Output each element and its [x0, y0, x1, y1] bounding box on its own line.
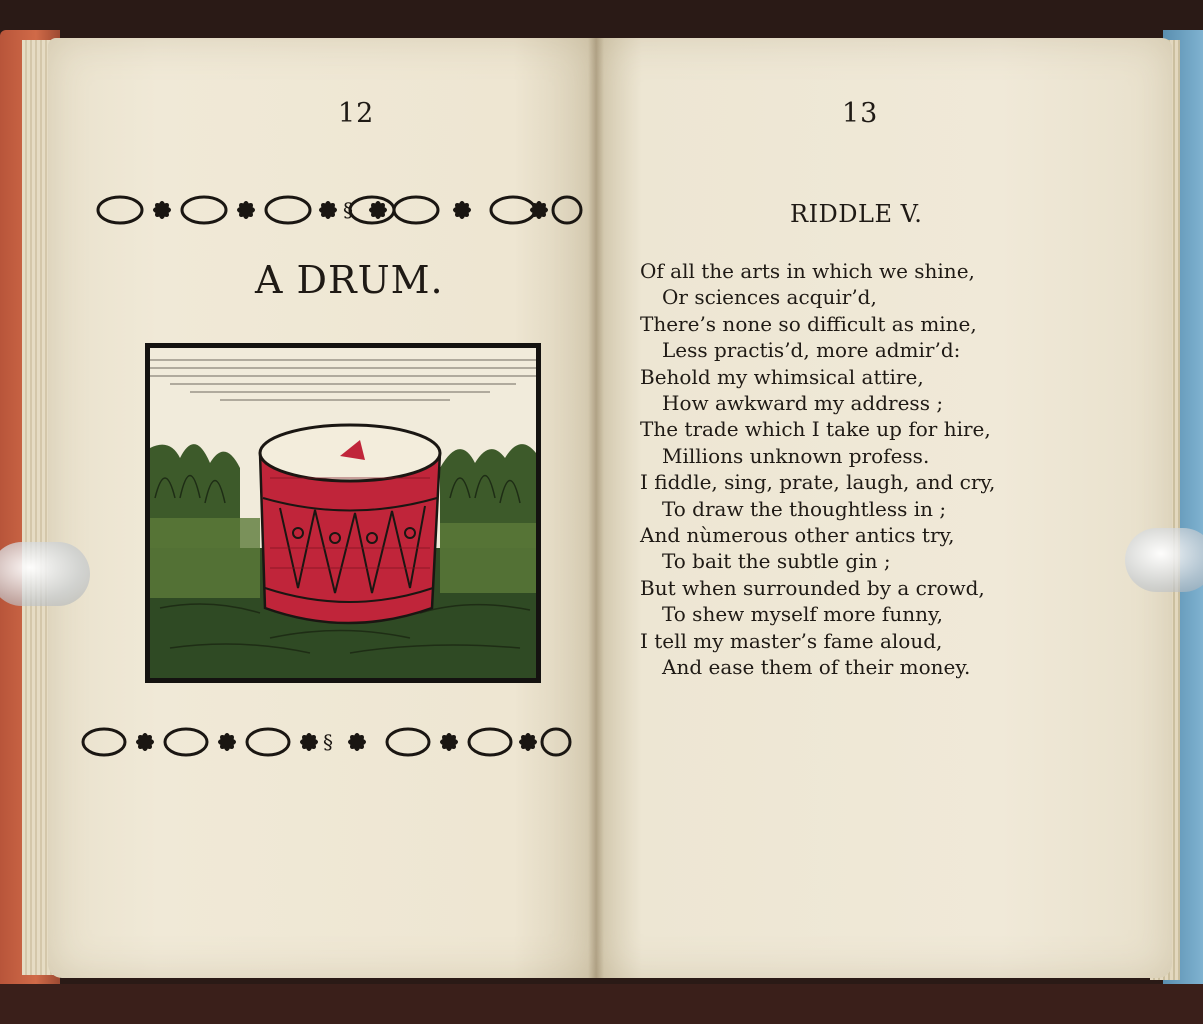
poem-line: And nùmerous other antics try, [640, 523, 955, 548]
poem-line: Of all the arts in which we shine, [640, 259, 975, 283]
top-ornament-border [92, 190, 586, 230]
riddle-poem [640, 258, 1060, 681]
poem-line: And ease them of their money. [662, 655, 971, 680]
drum-woodcut [150, 348, 536, 678]
poem-line: The trade which I take up for hire, [640, 417, 991, 442]
bottom-ornament-border [78, 722, 578, 762]
poem-line: There’s none so difficult as mine, [640, 311, 977, 336]
left-page-number: 12 [338, 98, 375, 129]
poem-line: To bait the subtle gin ; [662, 549, 891, 574]
poem-line: But when surrounded by a crowd, [640, 575, 985, 600]
poem-line: Or sciences acquir’d, [662, 285, 877, 310]
poem-line: Less practis’d, more admir’d: [662, 338, 961, 363]
drum-title: A DRUM. [255, 258, 444, 302]
svg-text:§: § [343, 198, 353, 222]
page-clip-right [1125, 528, 1203, 592]
riddle-heading: RIDDLE V. [790, 200, 923, 228]
poem-line: I fiddle, sing, prate, laugh, and cry, [640, 470, 996, 495]
poem-line: To draw the thoughtless in ; [662, 496, 947, 521]
poem-line: To shew myself more funny, [662, 602, 943, 627]
drum-illustration [145, 343, 541, 683]
svg-text:§: § [323, 730, 333, 754]
page-clip-left [0, 542, 90, 606]
book-board-bottom [0, 984, 1203, 1024]
poem-line: How awkward my address ; [662, 391, 944, 416]
right-page-number: 13 [842, 98, 879, 129]
poem-line: Millions unknown profess. [662, 443, 930, 468]
book-gutter [588, 38, 604, 978]
poem-line: I tell my master’s fame aloud, [640, 628, 943, 653]
poem-line: Behold my whimsical attire, [640, 364, 924, 389]
